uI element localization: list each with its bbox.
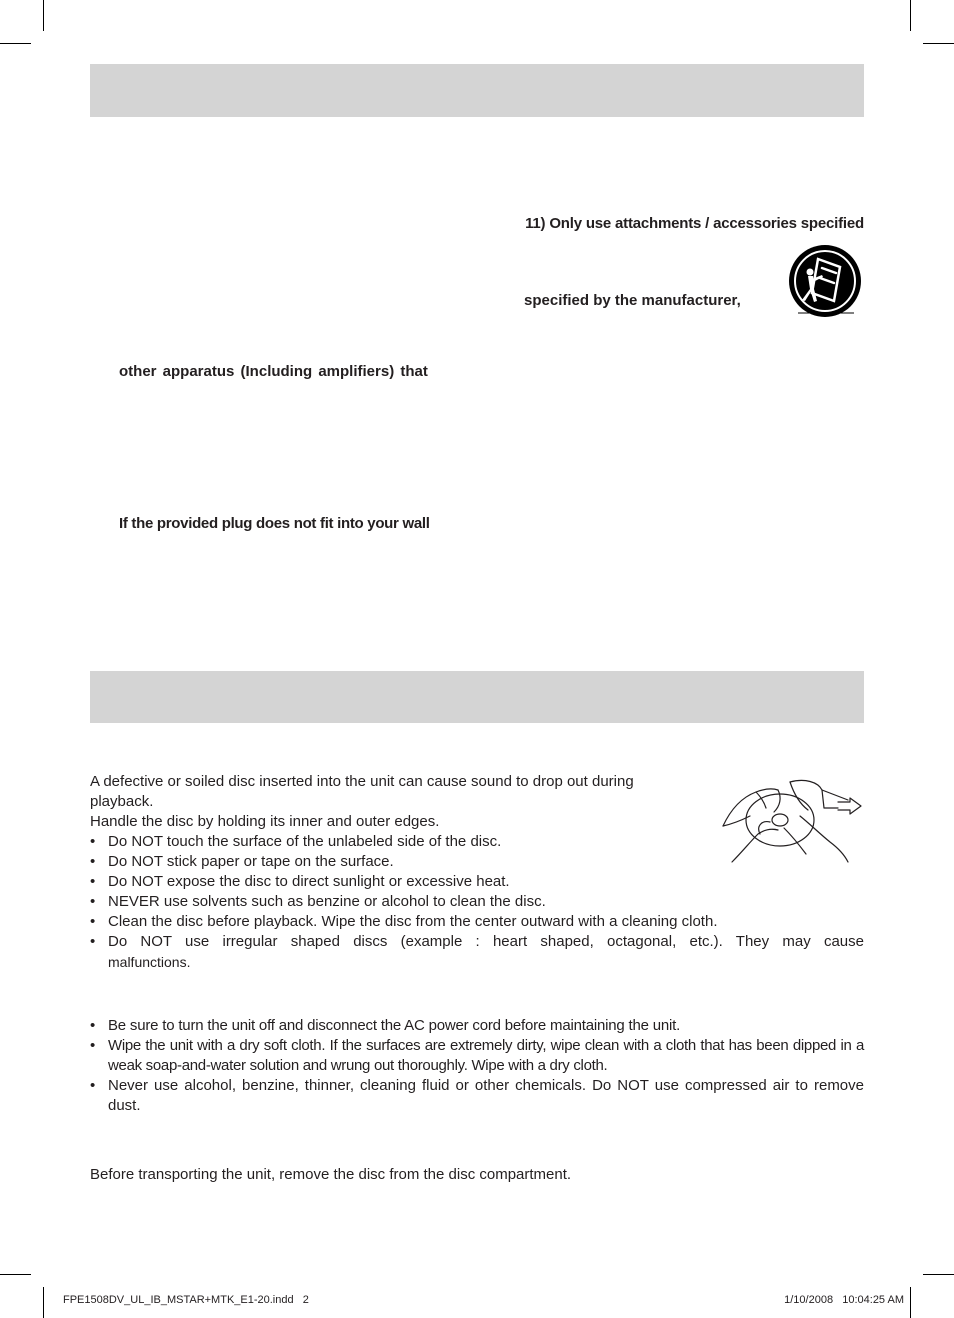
item-11-text: 11) Only use attachments / accessories specified [525,215,864,232]
crop-mark-top-left-vertical [43,0,44,31]
footer-timestamp: 1/10/2008 10:04:25 AM [784,1294,904,1306]
list-item: • Do NOT touch the surface of the unlabeled side of the disc. [90,833,502,850]
disc-intro-line-1: A defective or soiled disc inserted into the unit can cause sound to drop out during [90,773,634,790]
crop-mark-top-left-horizontal [0,43,31,44]
plug-text: If the provided plug does not fit into your wall [119,515,430,532]
cart-tip-over-warning-icon [788,245,863,320]
irregular-disc-line-2: malfunctions. [108,954,191,970]
crop-mark-top-right-horizontal [923,43,954,44]
list-item: • Clean the disc before playback. Wipe the disc from the center outward with a cleaning cloth. [90,913,718,930]
crop-mark-top-right-vertical [910,0,911,31]
crop-mark-bottom-right-horizontal [923,1274,954,1275]
crop-mark-bottom-right-vertical [910,1287,911,1318]
list-item: • Wipe the unit with a dry soft cloth. If the surfaces are extremely dirty, wipe clean with a cloth that has been dipped in a weak soap-and-water solution and wrung out thoroughly. Wipe with a dry cloth. [90,1037,864,1074]
list-item: • Be sure to turn the unit off and disconnect the AC power cord before maintaining the unit. [90,1017,681,1034]
list-item: • Never use alcohol, benzine, thinner, cleaning fluid or other chemicals. Do NOT use compressed air to remove dust. [90,1077,864,1114]
other-apparatus-text: other apparatus (Including amplifiers) that [119,363,428,380]
list-item: • Do NOT use irregular shaped discs (example : heart shaped, octagonal, etc.). They may cause malfunctions. [90,933,864,970]
disc-intro-line-3: Handle the disc by holding its inner and outer edges. [90,813,440,830]
irregular-disc-line-1: Do NOT use irregular shaped discs (example : heart shaped, octagonal, etc.). They may cause [108,933,864,950]
transport-text: Before transporting the unit, remove the disc from the disc compartment. [90,1166,572,1183]
disc-intro-line-2: playback. [90,793,154,810]
list-item: • Do NOT stick paper or tape on the surface. [90,853,394,870]
footer-filename: FPE1508DV_UL_IB_MSTAR+MTK_E1-20.indd 2 [63,1294,309,1306]
list-item: • Do NOT expose the disc to direct sunlight or excessive heat. [90,873,510,890]
list-item: • NEVER use solvents such as benzine or alcohol to clean the disc. [90,893,546,910]
section-header-band-middle [90,671,864,723]
disc-care-list [90,832,864,972]
crop-mark-bottom-left-horizontal [0,1274,31,1275]
section-header-band-top [90,64,864,117]
manufacturer-text: specified by the manufacturer, [524,292,741,309]
maintenance-list [90,1016,864,1116]
crop-mark-bottom-left-vertical [43,1287,44,1318]
